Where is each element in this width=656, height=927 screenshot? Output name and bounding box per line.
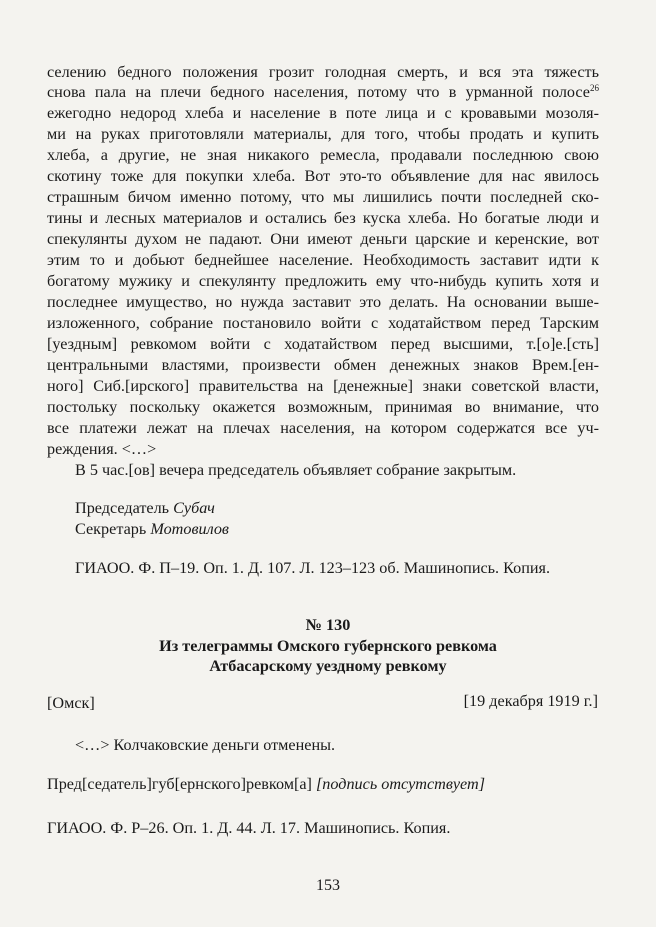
document-number: № 130 [305, 616, 351, 634]
document-text: <…> Колчаковские деньги отменены. [75, 736, 336, 754]
text-line: реждения. <…> [47, 440, 157, 458]
text-line: спекулянты духом не падают. Они имеют деньги царские и керенские, вот [47, 230, 599, 248]
document-title: Атбасарскому уездному ревкому [209, 657, 447, 675]
document-date: [19 декабря 1919 г.] [463, 692, 598, 710]
text-line: ежегодно недород хлеба и население в поте лица и с кровавыми мозоля- [47, 104, 599, 122]
text-line: богатому мужику и спекулянту предложить ему что-нибудь купить хотя и [47, 272, 599, 290]
archive-source: ГИАОО. Ф. Р–26. Оп. 1. Д. 44. Л. 17. Машинопись. Копия. [47, 819, 451, 837]
text-line: ми на руках приготовляли материалы, для того, чтобы продать и купить [47, 125, 599, 143]
chair-signature: Председатель Субач [75, 499, 215, 517]
text-line: снова пала на плечи бедного населения, потому что в урманной полосе$^{26}$ [47, 83, 599, 101]
text-line: ного] Сиб.[ирского] правительства на [денежные] знаки советской власти, [47, 377, 599, 395]
text-line: страшным бичом именно потому, что мы лишились почти последней ско- [47, 188, 599, 206]
text-line: тины и лесных материалов и остались без куска хлеба. Но богатые люди и [47, 209, 599, 227]
text-line: все платежи лежат на плечах населения, на котором содержатся все уч- [47, 419, 599, 437]
document-signature: Пред[седатель]губ[ернского]ревком[а] [подпись отсутствует] [47, 775, 486, 793]
text-line: центральными властями, произвести обмен денежных знаков Врем.[ен- [47, 356, 599, 374]
text-line: постольку поскольку окажется возможным, принимая во внимание, что [47, 398, 599, 416]
text-line: хлеба, а другие, не зная никакого ремесла, продавали последнюю свою [47, 146, 599, 164]
page-number: 153 [316, 877, 340, 894]
text-line: изложенного, собрание постановило войти с ходатайством перед Тарским [47, 314, 599, 332]
secretary-signature: Секретарь Мотовилов [75, 520, 229, 538]
closing-line: В 5 час.[ов] вечера председатель объявляет собрание закрытым. [75, 461, 517, 479]
text-line: последнее имущество, но нужда заставит это делать. На основании выше- [47, 293, 599, 311]
document-title: Из телеграммы Омского губернского ревкома [159, 637, 497, 655]
text-line: скотину тоже для покупки хлеба. Вот это-то объявление для нас явилось [47, 167, 599, 185]
archive-source: ГИАОО. Ф. П–19. Оп. 1. Д. 107. Л. 123–123 об. Машинопись. Копия. [75, 559, 551, 577]
text-line: селению бедного положения грозит голодная смерть, и вся эта тяжесть [47, 63, 599, 81]
text-line: [уездным] ревкомом войти с ходатайством перед высшими, т.[о]е.[сть] [47, 335, 599, 353]
footnote-ref: 26 [590, 83, 599, 93]
text-line: этим то и добьют беднейшее население. Необходимость заставит идти к [47, 251, 599, 269]
document-place: [Омск] [47, 694, 95, 712]
